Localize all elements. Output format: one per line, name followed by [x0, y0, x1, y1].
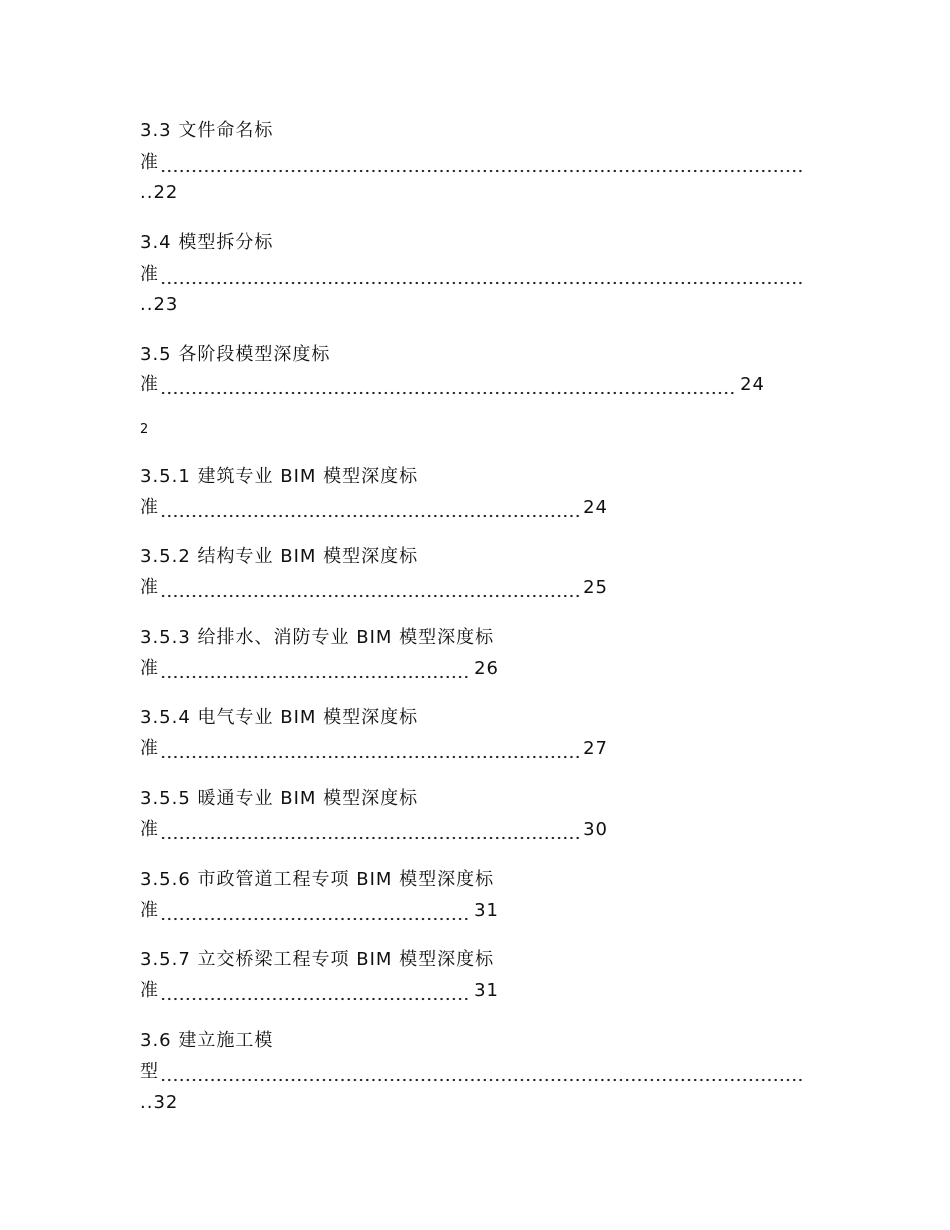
page-marker: 2	[140, 422, 150, 437]
toc-entry-leader[interactable]	[140, 818, 608, 842]
toc-lead-char: 准	[140, 577, 159, 598]
toc-lead-char: 准	[140, 374, 159, 395]
toc-entry-leader[interactable]	[140, 657, 499, 681]
page-number: 24	[740, 374, 765, 395]
dot-leader	[160, 496, 580, 520]
toc-entry-leader[interactable]	[140, 979, 499, 1003]
page-number: 26	[474, 658, 499, 679]
toc-entry-leader[interactable]	[140, 1060, 805, 1084]
wrap-dots: ..	[140, 182, 154, 203]
page-number: 25	[583, 577, 608, 598]
dot-leader	[160, 263, 804, 287]
dot-leader	[160, 899, 471, 923]
toc-entry-leader[interactable]	[140, 151, 805, 175]
toc-entry-leader[interactable]	[140, 576, 608, 600]
toc-entry-leader[interactable]	[140, 737, 608, 761]
toc-entry-title[interactable]: 3.4 模型拆分标	[140, 232, 274, 253]
toc-lead-char: 准	[140, 152, 159, 173]
dot-leader	[160, 373, 737, 397]
wrap-dots: ..	[140, 1092, 154, 1113]
page-number: 22	[153, 182, 179, 203]
wrap-dots: ..	[140, 294, 154, 315]
dot-leader	[160, 151, 804, 175]
toc-entry-title[interactable]: 3.5 各阶段模型深度标	[140, 344, 331, 365]
toc-entry-title[interactable]: 3.5.4 电气专业 BIM 模型深度标	[140, 707, 419, 728]
toc-entry-title[interactable]: 3.5.5 暖通专业 BIM 模型深度标	[140, 788, 419, 809]
toc-entry-page[interactable]	[140, 293, 178, 317]
page-number: 32	[153, 1092, 179, 1113]
dot-leader	[160, 657, 471, 681]
toc-lead-char: 准	[140, 264, 159, 285]
dot-leader	[160, 737, 580, 761]
toc-entry-leader[interactable]	[140, 496, 608, 520]
toc-entry-leader[interactable]	[140, 263, 805, 287]
toc-entry-title[interactable]: 3.3 文件命名标	[140, 120, 274, 141]
toc-lead-char: 准	[140, 900, 159, 921]
toc-entry-leader[interactable]	[140, 899, 499, 923]
toc-lead-char: 准	[140, 658, 159, 679]
page-number: 23	[153, 294, 179, 315]
toc-lead-char: 准	[140, 738, 159, 759]
dot-leader	[160, 1060, 804, 1084]
page-number: 27	[583, 738, 608, 759]
toc-entry-leader[interactable]	[140, 373, 765, 397]
page-number: 31	[474, 980, 499, 1001]
toc-entry-title[interactable]: 3.5.3 给排水、消防专业 BIM 模型深度标	[140, 627, 495, 648]
dot-leader	[160, 818, 580, 842]
toc-entry-title[interactable]: 3.6 建立施工模	[140, 1030, 274, 1051]
toc-entry-title[interactable]: 3.5.7 立交桥梁工程专项 BIM 模型深度标	[140, 949, 495, 970]
page-number: 30	[583, 819, 608, 840]
page-number: 31	[474, 900, 499, 921]
dot-leader	[160, 979, 471, 1003]
toc-lead-char: 准	[140, 497, 159, 518]
toc-lead-char: 型	[140, 1061, 159, 1082]
toc-entry-page[interactable]	[140, 1091, 178, 1115]
toc-entry-title[interactable]: 3.5.1 建筑专业 BIM 模型深度标	[140, 466, 419, 487]
dot-leader	[160, 576, 580, 600]
toc-lead-char: 准	[140, 819, 159, 840]
page-number: 24	[583, 497, 608, 518]
toc-entry-title[interactable]: 3.5.6 市政管道工程专项 BIM 模型深度标	[140, 869, 495, 890]
toc-entry-title[interactable]: 3.5.2 结构专业 BIM 模型深度标	[140, 546, 419, 567]
toc-entry-page[interactable]	[140, 181, 178, 205]
toc-lead-char: 准	[140, 980, 159, 1001]
